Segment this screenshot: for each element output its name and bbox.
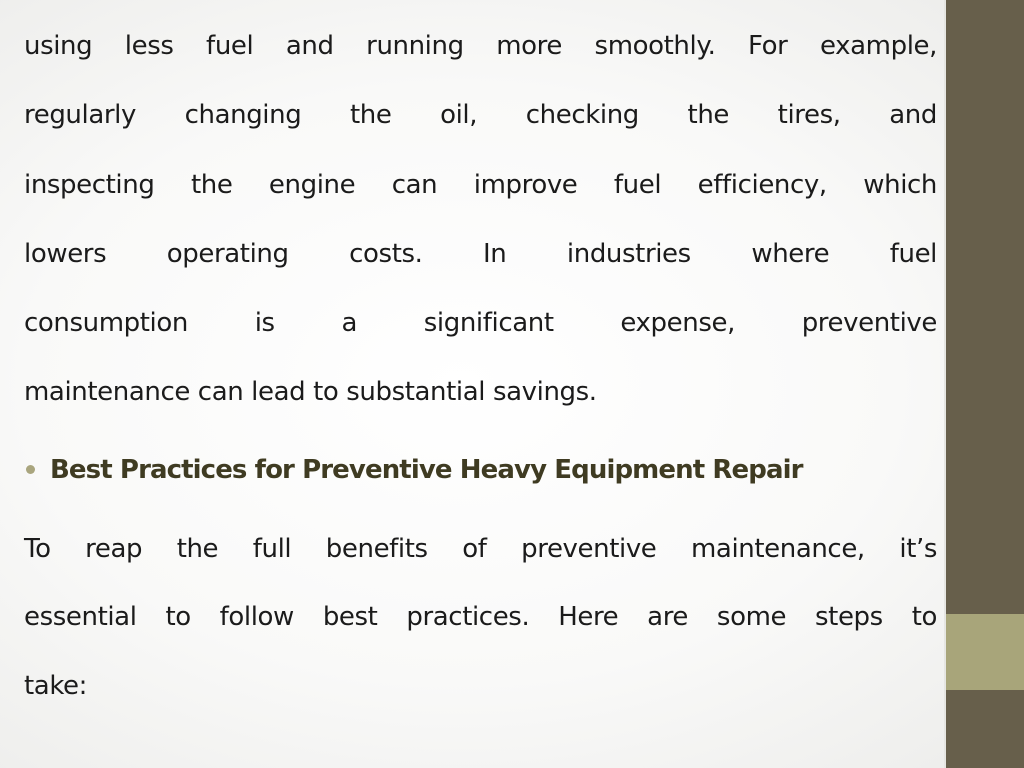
bullet-dot-icon xyxy=(26,465,35,474)
slide-content xyxy=(24,0,937,768)
section-heading: Best Practices for Preventive Heavy Equipment Repair xyxy=(50,455,803,485)
paragraph-1-line: regularly changing the oil, checking the tires, and xyxy=(24,100,937,130)
paragraph-2-line: To reap the full benefits of preventive maintenance, it’s xyxy=(24,534,937,564)
paragraph-1-line: using less fuel and running more smoothly. For example, xyxy=(24,31,937,61)
paragraph-2-line: essential to follow best practices. Here are some steps to xyxy=(24,602,937,632)
paragraph-1-line: maintenance can lead to substantial savings. xyxy=(24,377,597,407)
bullet-item xyxy=(24,453,937,487)
paragraph-1-line: lowers operating costs. In industries where fuel xyxy=(24,239,937,269)
sidebar-accent-block xyxy=(946,614,1024,690)
paragraph-1-line: consumption is a significant expense, preventive xyxy=(24,308,937,338)
paragraph-2-line: take: xyxy=(24,671,88,701)
paragraph-1-line: inspecting the engine can improve fuel efficiency, which xyxy=(24,170,937,200)
